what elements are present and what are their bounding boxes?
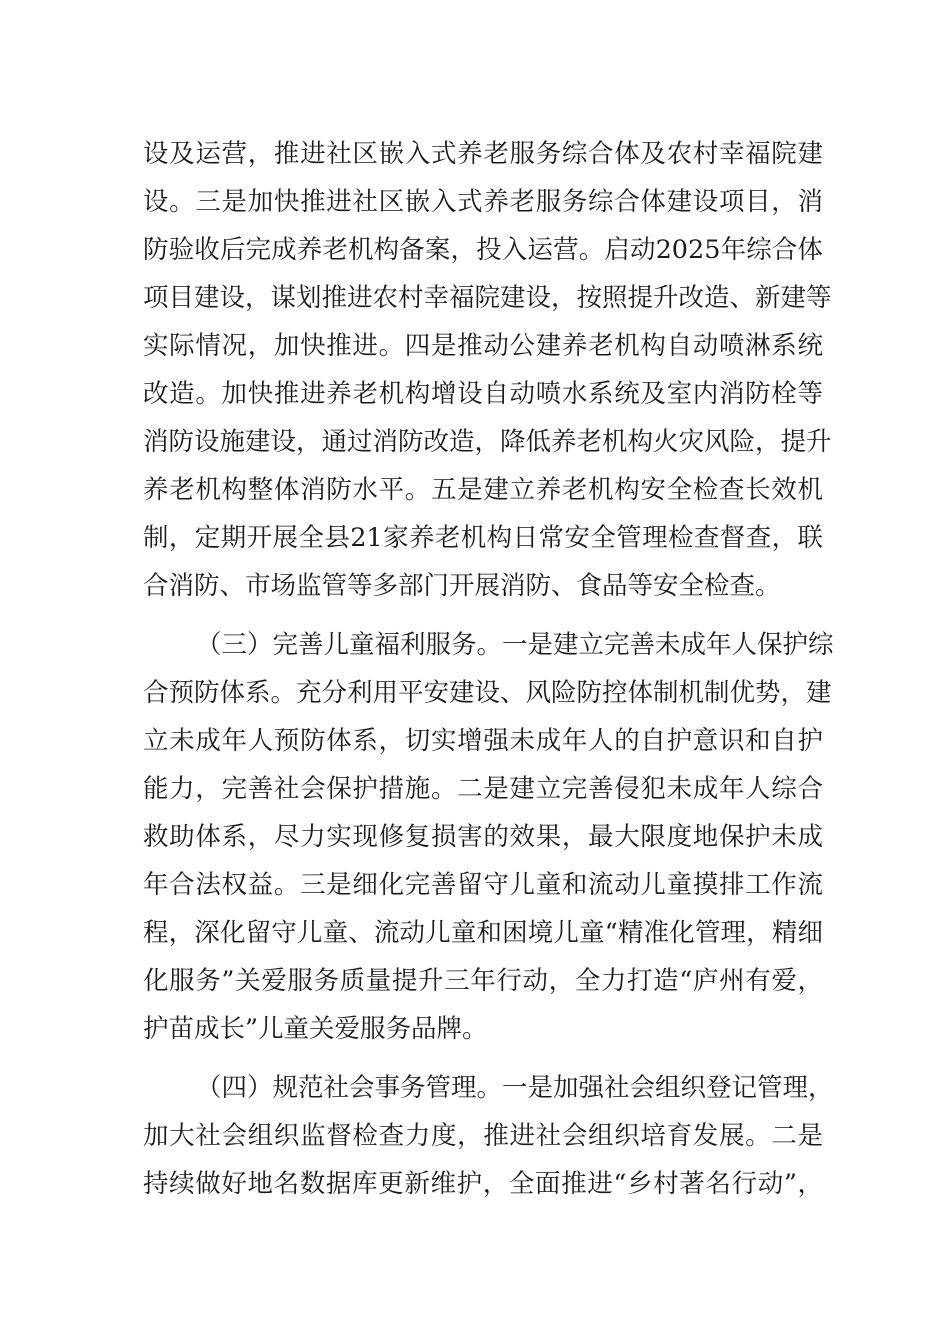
text-line: 能力，完善社会保护措施。二是建立完善侵犯未成年人综合 xyxy=(143,774,823,804)
text-line: 化服务”关爱服务质量提升三年行动，全力打造“庐州有爱， xyxy=(143,966,823,996)
text-line: 持续做好地名数据库更新维护，全面推进“乡村著名行动”， xyxy=(143,1169,823,1199)
text-line: 立未成年人预防体系，切实增强未成年人的自护意识和自护 xyxy=(143,726,823,756)
section-heading-line: （四）规范社会事务管理。一是加强社会组织登记管理， xyxy=(196,1073,834,1103)
text-line: 救助体系，尽力实现修复损害的效果，最大限度地保护未成 xyxy=(143,822,823,852)
text-line: 消防设施建设，通过消防改造，降低养老机构火灾风险，提升 xyxy=(143,427,832,457)
text-line: 防验收后完成养老机构备案，投入运营。启动2025年综合体 xyxy=(143,235,823,265)
text-line: 改造。加快推进养老机构增设自动喷水系统及室内消防栓等 xyxy=(143,379,823,409)
section-heading-line: （三）完善儿童福利服务。一是建立完善未成年人保护综 xyxy=(196,630,834,660)
text-line: 合预防体系。充分利用平安建设、风险防控体制机制优势，建 xyxy=(143,678,832,708)
text-line: 设及运营，推进社区嵌入式养老服务综合体及农村幸福院建 xyxy=(143,139,823,169)
text-line: 程，深化留守儿童、流动儿童和困境儿童“精准化管理，精细 xyxy=(143,918,823,948)
text-line: 养老机构整体消防水平。五是建立养老机构安全检查长效机 xyxy=(143,475,823,505)
text-line: 合消防、市场监管等多部门开展消防、食品等安全检查。 xyxy=(143,571,781,601)
text-line: 项目建设，谋划推进农村幸福院建设，按照提升改造、新建等 xyxy=(143,283,832,313)
text-line: 实际情况，加快推进。四是推动公建养老机构自动喷淋系统 xyxy=(143,331,823,361)
text-line: 加大社会组织监督检查力度，推进社会组织培育发展。二是 xyxy=(143,1121,823,1151)
text-line: 年合法权益。三是细化完善留守儿童和流动儿童摸排工作流 xyxy=(143,870,823,900)
text-line: 设。三是加快推进社区嵌入式养老服务综合体建设项目，消 xyxy=(143,187,823,217)
text-line: 制，定期开展全县21家养老机构日常安全管理检查督查，联 xyxy=(143,523,823,553)
text-line: 护苗成长”儿童关爱服务品牌。 xyxy=(143,1014,488,1044)
